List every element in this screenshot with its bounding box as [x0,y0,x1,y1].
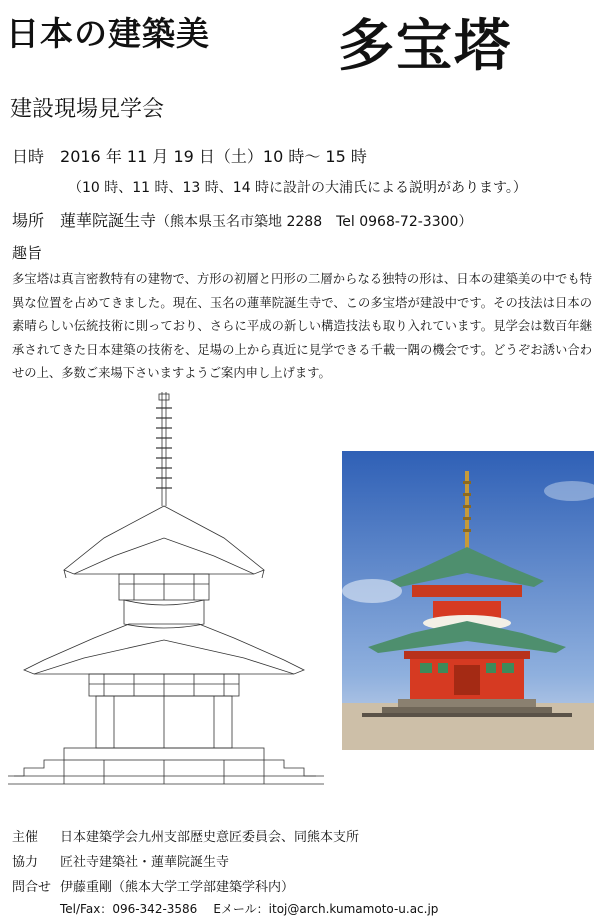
cooperation-value: 匠社寺建築社・蓮華院誕生寺 [60,855,230,870]
venue-row [12,208,472,231]
email-label: Eメール： [213,902,269,916]
organizer-value: 日本建築学会九州支部歴史意匠委員会、同熊本支所 [60,830,360,845]
venue-address: （熊本県玉名市築地 2288 Tel 0968-72-3300） [156,214,473,230]
tel-label: Tel/Fax： [60,902,113,916]
organizer-label: 主催 [12,830,39,845]
contact-row [12,876,294,895]
tel-email-row [60,900,438,917]
organizer-row [12,826,359,845]
venue-name: 蓮華院誕生寺 [60,211,157,230]
email-value[interactable]: itoj@arch.kumamoto-u.ac.jp [268,902,439,916]
date-note: （10 時、11 時、13 時、14 時に設計の大浦氏による説明があります。） [68,180,527,196]
pagoda-rendering [342,451,594,750]
series-title: 日本の建築美 [6,14,210,53]
cooperation-row [12,851,229,870]
date-value: 2016 年 11 月 19 日（土）10 時～ 15 時 [60,147,367,166]
tel-value: 096-342-3586 [112,902,198,916]
contact-label: 問合せ [12,880,52,895]
date-label: 日時 [12,147,45,166]
cooperation-label: 協力 [12,855,39,870]
purpose-body: 多宝塔は真言密教特有の建物で、方形の初層と円形の二層からなる独特の形は、日本の建築美の中でも特異な位置を占めてきました。現在、玉名の蓮華院誕生寺で、この多宝塔が建設中です。その技法は日本の素晴らしい伝統技術に則っており、さらに平成の新しい構造技法も取り入れています。見学会は数百年継承されてきた日本建築の技術を、足場の上から真近に見学できる千載一隅の機会です。どうぞお誘い合わせの上、多数ご来場下さいますようご案内申し上げます。 [12,272,592,380]
purpose-heading: 趣旨 [12,244,43,262]
contact-value: 伊藤重剛（熊本大学工学部建築学科内） [60,880,295,895]
venue-label: 場所 [12,211,45,230]
subtitle: 建設現場見学会 [10,97,165,122]
pagoda-section-drawing [4,388,334,818]
date-row [12,144,367,167]
main-title: 多宝塔 [338,13,512,79]
